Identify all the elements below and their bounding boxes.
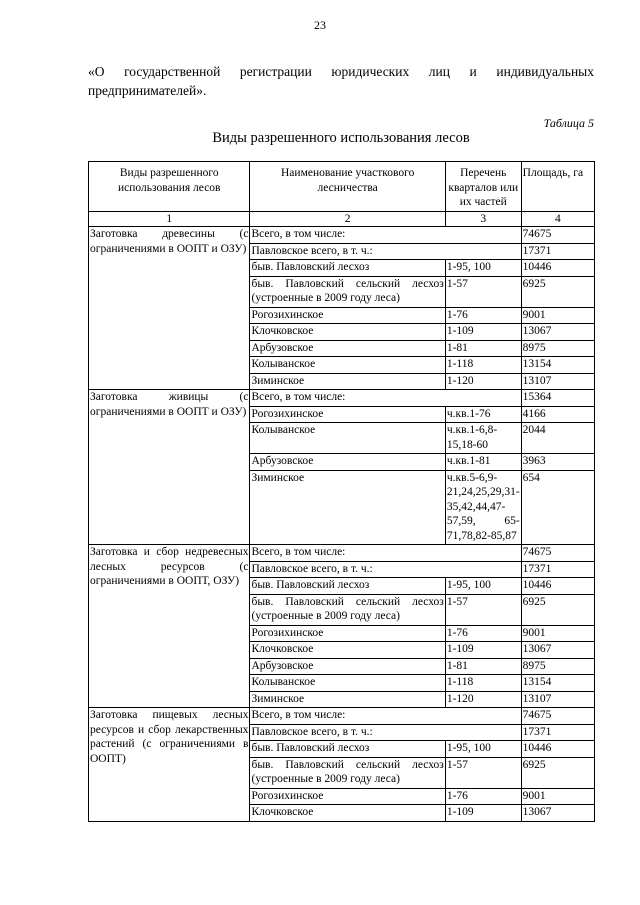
intro-paragraph: «О государственной регистрации юридических лиц и индивидуальных предпринимателей». [88, 64, 594, 98]
forestry-name-cell: быв. Павловский лесхоз [250, 260, 445, 277]
forestry-name-cell: Павловское всего, в т. ч.: [250, 243, 521, 260]
area-cell: 8975 [521, 658, 594, 675]
area-cell: 13107 [521, 691, 594, 708]
use-type-cell: Заготовка и сбор недревесных лесных ресурсов (с ограничениями в ООПТ, ОЗУ) [89, 545, 250, 708]
blocks-cell: 1-118 [445, 675, 521, 692]
area-cell: 13107 [521, 373, 594, 390]
forestry-name-cell: Колыванское [250, 357, 445, 374]
table-row [89, 390, 595, 407]
area-cell: 2044 [521, 423, 594, 454]
blocks-cell: ч.кв.1-76 [445, 406, 521, 423]
blocks-cell: 1-57 [445, 594, 521, 625]
blocks-cell: 1-95, 100 [445, 578, 521, 595]
area-cell: 9001 [521, 307, 594, 324]
area-cell: 6925 [521, 594, 594, 625]
forest-use-table [88, 161, 595, 822]
area-cell: 13154 [521, 357, 594, 374]
forestry-name-cell: Рогозихинское [250, 788, 445, 805]
blocks-cell: 1-120 [445, 691, 521, 708]
blocks-cell: 1-76 [445, 625, 521, 642]
blocks-cell: 1-118 [445, 357, 521, 374]
blocks-cell: 1-76 [445, 307, 521, 324]
area-cell: 13067 [521, 324, 594, 341]
area-cell: 8975 [521, 340, 594, 357]
header-blocks: Перечень кварталов или их частей [445, 162, 521, 212]
blocks-cell: 1-76 [445, 788, 521, 805]
forestry-name-cell: Колыванское [250, 423, 445, 454]
blocks-cell: 1-109 [445, 324, 521, 341]
table-body [89, 227, 595, 822]
forestry-name-cell: Арбузовское [250, 454, 445, 471]
area-cell: 10446 [521, 578, 594, 595]
header-forestry-name: Наименование участкового лесничества [250, 162, 445, 212]
forestry-name-cell: быв. Павловский сельский лесхоз (устроенные в 2009 году леса) [250, 276, 445, 307]
forestry-name-cell: Павловское всего, в т. ч.: [250, 724, 521, 741]
forestry-name-cell: быв. Павловский сельский лесхоз (устроенные в 2009 году леса) [250, 594, 445, 625]
area-cell: 17371 [521, 243, 594, 260]
area-cell: 17371 [521, 561, 594, 578]
forestry-name-cell: Клочковское [250, 324, 445, 341]
area-cell: 17371 [521, 724, 594, 741]
blocks-cell: ч.кв.1-81 [445, 454, 521, 471]
forestry-name-cell: Арбузовское [250, 340, 445, 357]
area-cell: 74675 [521, 227, 594, 244]
area-cell: 13067 [521, 642, 594, 659]
use-type-cell: Заготовка древесины (с ограничениями в ООПТ и ОЗУ) [89, 227, 250, 390]
blocks-cell: 1-95, 100 [445, 260, 521, 277]
forestry-name-cell: Колыванское [250, 675, 445, 692]
column-number: 2 [250, 211, 445, 227]
area-cell: 74675 [521, 545, 594, 562]
page-number: 23 [314, 18, 326, 32]
use-type-cell: Заготовка пищевых лесных ресурсов и сбор лекарственных растений (с ограничениями в ООПТ) [89, 708, 250, 822]
blocks-cell: 1-57 [445, 276, 521, 307]
area-cell: 654 [521, 470, 594, 545]
table-row [89, 708, 595, 725]
table-row [89, 545, 595, 562]
area-cell: 3963 [521, 454, 594, 471]
area-cell: 74675 [521, 708, 594, 725]
blocks-cell: 1-109 [445, 805, 521, 822]
table-header-row [89, 162, 595, 212]
forestry-name-cell: быв. Павловский лесхоз [250, 741, 445, 758]
blocks-cell: 1-81 [445, 658, 521, 675]
forestry-name-cell: Рогозихинское [250, 406, 445, 423]
blocks-cell: 1-120 [445, 373, 521, 390]
blocks-cell: 1-57 [445, 757, 521, 788]
forestry-name-cell: быв. Павловский лесхоз [250, 578, 445, 595]
forestry-name-cell: Всего, в том числе: [250, 708, 521, 725]
forestry-name-cell: Зиминское [250, 470, 445, 545]
column-number: 1 [89, 211, 250, 227]
blocks-cell: ч.кв.5-6,9-21,24,25,29,31-35,42,44,47-57,59, 65-71,78,82-85,87 [445, 470, 521, 545]
use-type-cell: Заготовка живицы (с ограничениями в ООПТ и ОЗУ) [89, 390, 250, 545]
area-cell: 4166 [521, 406, 594, 423]
column-number: 4 [521, 211, 594, 227]
forestry-name-cell: Арбузовское [250, 658, 445, 675]
forestry-name-cell: Всего, в том числе: [250, 227, 521, 244]
area-cell: 9001 [521, 625, 594, 642]
forestry-name-cell: Зиминское [250, 373, 445, 390]
forestry-name-cell: быв. Павловский сельский лесхоз (устроенные в 2009 году леса) [250, 757, 445, 788]
area-cell: 10446 [521, 741, 594, 758]
forestry-name-cell: Рогозихинское [250, 307, 445, 324]
table-label: Таблица 5 [543, 116, 594, 130]
area-cell: 13067 [521, 805, 594, 822]
forestry-name-cell: Клочковское [250, 642, 445, 659]
area-cell: 9001 [521, 788, 594, 805]
area-cell: 10446 [521, 260, 594, 277]
forestry-name-cell: Павловское всего, в т. ч.: [250, 561, 521, 578]
area-cell: 6925 [521, 276, 594, 307]
column-number: 3 [445, 211, 521, 227]
header-use-type: Виды разрешенного использования лесов [89, 162, 250, 212]
header-area: Площадь, га [521, 162, 594, 212]
blocks-cell: ч.кв.1-6,8-15,18-60 [445, 423, 521, 454]
blocks-cell: 1-95, 100 [445, 741, 521, 758]
table-title: Виды разрешенного использования лесов [212, 130, 470, 146]
area-cell: 6925 [521, 757, 594, 788]
table-row [89, 227, 595, 244]
blocks-cell: 1-109 [445, 642, 521, 659]
forestry-name-cell: Зиминское [250, 691, 445, 708]
forestry-name-cell: Рогозихинское [250, 625, 445, 642]
area-cell: 13154 [521, 675, 594, 692]
area-cell: 15364 [521, 390, 594, 407]
forestry-name-cell: Всего, в том числе: [250, 390, 521, 407]
forestry-name-cell: Всего, в том числе: [250, 545, 521, 562]
forestry-name-cell: Клочковское [250, 805, 445, 822]
table-column-numbers-row [89, 211, 595, 227]
blocks-cell: 1-81 [445, 340, 521, 357]
